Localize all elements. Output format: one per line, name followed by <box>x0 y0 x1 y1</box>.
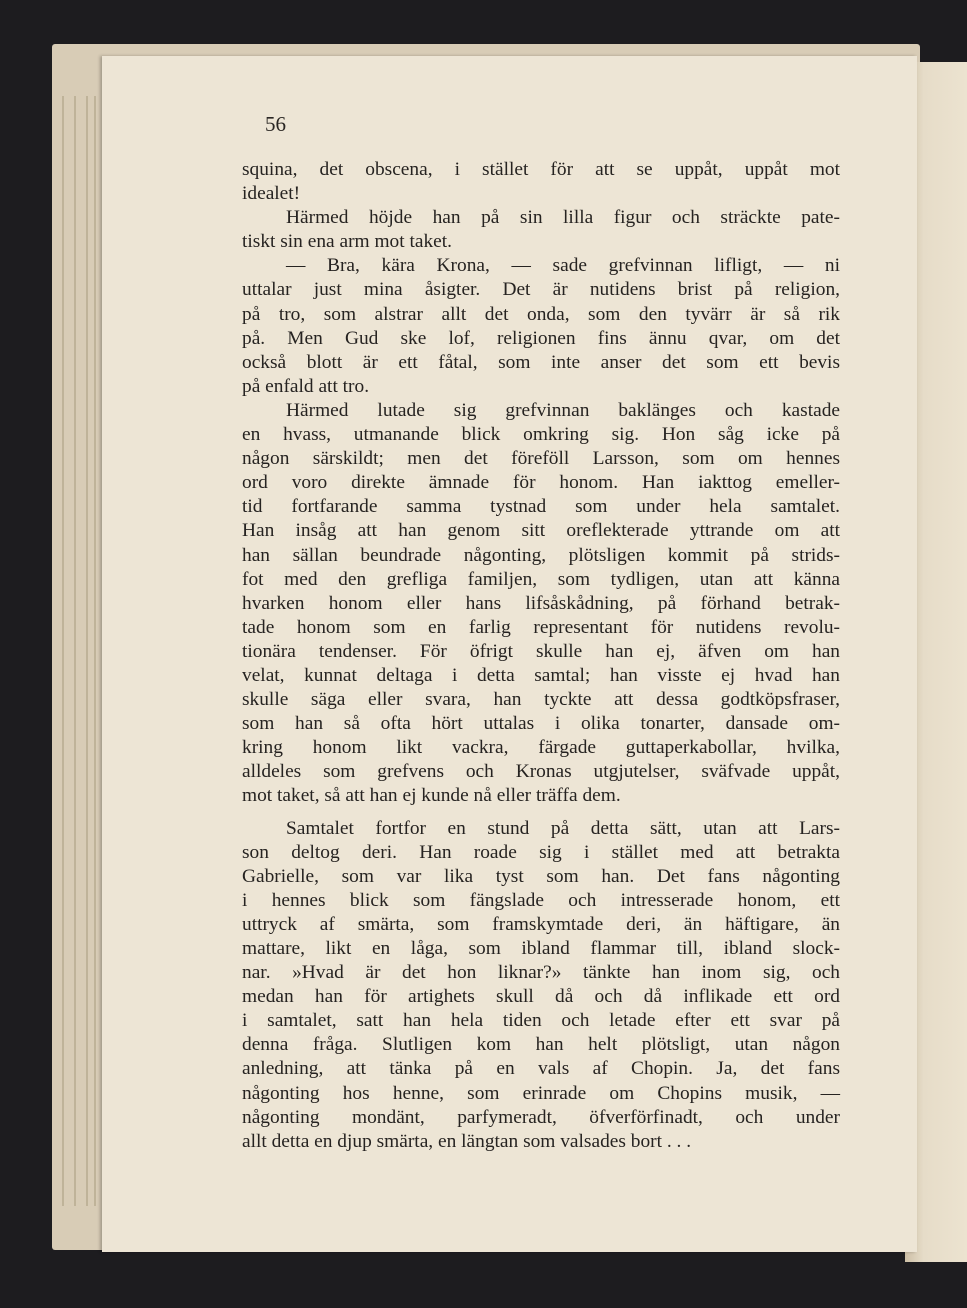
text-line: tade honom som en farlig representant för nutidens revolu- <box>242 616 840 638</box>
text-line: fot med den grefliga familjen, som tydligen, utan att känna <box>242 568 840 590</box>
text-line: squina, det obscena, i stället för att se uppåt, uppåt mot <box>242 159 840 180</box>
text-line: nar. »Hvad är det hon liknar?» tänkte han inom sig, och <box>242 962 840 984</box>
text-line: Gabrielle, som var lika tyst som han. Det fans någonting <box>242 865 840 887</box>
text-line: han sällan beundrade någonting, plötsligen kommit på strids- <box>242 544 840 566</box>
text-line: velat, kunnat deltaga i detta samtal; han visste ej hvad han <box>242 664 840 686</box>
paragraph <box>242 158 840 206</box>
paragraph <box>242 254 840 399</box>
text-line: någonting hos henne, som erinrade om Chopins musik, — <box>242 1082 840 1104</box>
text-line: son deltog deri. Han roade sig i stället med att betrakta <box>242 841 840 863</box>
page-edge <box>62 96 64 1206</box>
text-line: kring honom likt vackra, färgade guttaperkabollar, hvilka, <box>242 737 840 759</box>
text-line: på enfald att tro. <box>242 375 370 397</box>
text-line: Härmed höjde han på sin lilla figur och sträckte pate- <box>286 207 840 229</box>
text-line: Samtalet fortfor en stund på detta sätt, utan att Lars- <box>286 817 840 839</box>
text-line: mot taket, så att han ej kunde nå eller träffa dem. <box>242 785 621 807</box>
page-edge <box>94 96 96 1206</box>
text-line: på tro, som alstrar allt det onda, som den tyvärr är så rik <box>242 303 840 325</box>
text-line: anledning, att tänka på en vals af Chopin. Ja, det fans <box>242 1058 840 1080</box>
page-number: 56 <box>265 112 286 136</box>
text-line: Härmed lutade sig grefvinnan baklänges och kastade <box>286 399 840 421</box>
page-edge <box>86 96 88 1206</box>
text-line: någonting mondänt, parfymeradt, öfverförfinadt, och under <box>242 1106 840 1128</box>
page-text <box>242 158 840 1154</box>
text-line: allt detta en djup smärta, en längtan som valsades bort . . . <box>242 1130 692 1152</box>
text-line: ord voro direkte ämnade för honom. Han iakttog emeller- <box>242 472 840 494</box>
text-line: alldeles som grefvens och Kronas utgjutelser, sväfvade uppåt, <box>242 761 840 783</box>
text-line: i hennes blick som fängslade och intresserade honom, ett <box>242 889 840 911</box>
text-line: en hvass, utmanande blick omkring sig. Hon såg icke på <box>242 424 840 446</box>
text-line: tiskt sin ena arm mot taket. <box>242 231 453 253</box>
text-line: tid fortfarande samma tystnad som under hela samtalet. <box>242 496 840 518</box>
text-line: skulle säga eller svara, han tyckte att dessa godtköpsfraser, <box>242 689 840 711</box>
paragraph-gap <box>242 809 840 817</box>
text-line: — Bra, kära Krona, — sade grefvinnan lifligt, — ni <box>286 255 840 277</box>
paragraph <box>242 206 840 254</box>
text-line: mattare, likt en låga, som ibland flammar till, ibland slock- <box>242 938 840 959</box>
text-line: hvarken honom eller hans lifsåskådning, på förhand betrak- <box>242 592 840 614</box>
text-line: tionära tendenser. För öfrigt skulle han ej, äfven om han <box>242 640 840 662</box>
paragraph <box>242 399 840 809</box>
text-line: uttalar just mina åsigter. Det är nutidens brist på religion, <box>242 279 840 301</box>
text-line: denna fråga. Slutligen kom han helt plötsligt, utan någon <box>242 1034 840 1056</box>
text-line: uttryck af smärta, som framskymtade deri, än häftigare, än <box>242 913 840 935</box>
text-line: Han insåg att han genom sitt oreflekterade yttrande om att <box>242 520 840 542</box>
text-line: som han så ofta hört uttalas i olika tonarter, dansade om- <box>242 713 840 735</box>
text-line: också blott är ett fåtal, som inte anser det som ett bevis <box>242 351 840 373</box>
text-line: medan han för artighets skull då och då inflikade ett ord <box>242 986 840 1008</box>
text-line: i samtalet, satt han hela tiden och letade efter ett svar på <box>242 1010 840 1032</box>
page-edge <box>74 96 76 1206</box>
text-line: idealet! <box>242 183 301 205</box>
text-line: någon särskildt; men det föreföll Larsson, som om hennes <box>242 448 840 470</box>
paragraph <box>242 817 840 1154</box>
text-line: på. Men Gud ske lof, religionen fins ännu qvar, om det <box>242 327 840 349</box>
